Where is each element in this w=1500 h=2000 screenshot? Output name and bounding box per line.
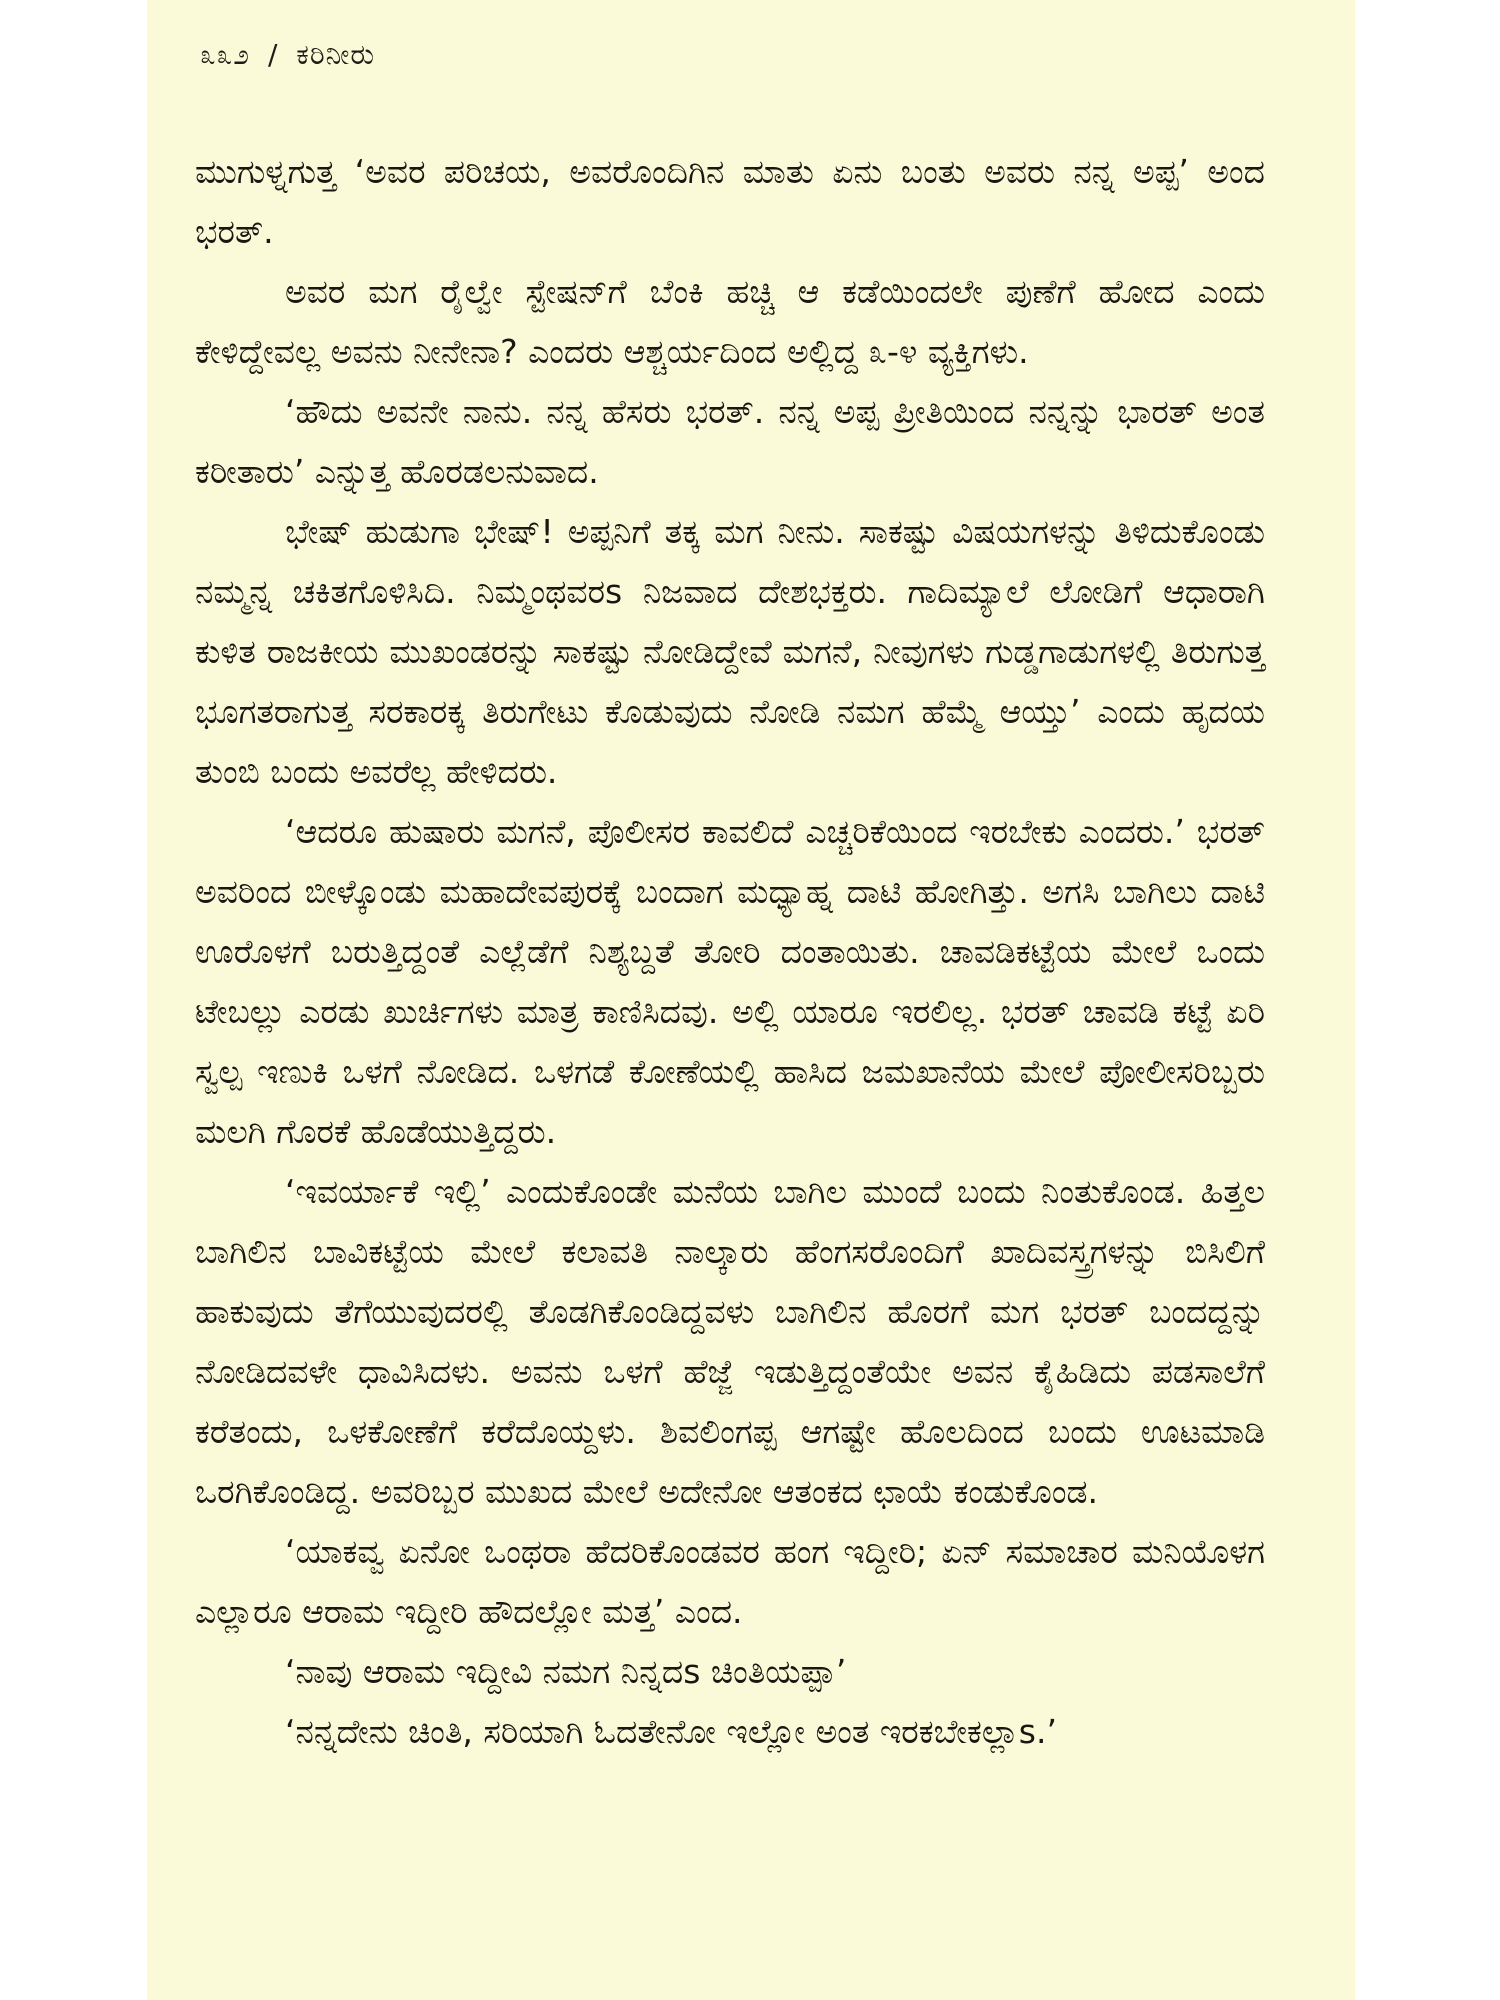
book-title: ಕರಿನೀರು <box>296 38 376 71</box>
paragraph-8: ‘ನಾವು ಆರಾಮ ಇದ್ದೀವಿ ನಮಗ ನಿನ್ನದs ಚಿಂತಿಯಪ್ಪಾ’ <box>285 1652 847 1691</box>
paragraph-6: ‘ಇವರ್ಯಾಕೆ ಇಲ್ಲಿ’ ಎಂದುಕೊಂಡೇ ಮನೆಯ ಬಾಗಿಲ ಮುಂದೆ ಬಂದು ನಿಂತುಕೊಂಡ. ಹಿತ್ತಲ ಬಾಗಿಲಿನ ಬಾವಿಕಟ್ಟೆಯ ಮೇಲೆ ಕಲಾವತಿ ನಾಲ್ಕಾರು ಹೆಂಗಸರೊಂದಿಗೆ ಖಾದಿವಸ್ತ್ರಗಳನ್ನು ಬಿಸಿಲಿಗೆ ಹಾಕುವುದು ತೆಗೆಯುವುದರಲ್ಲಿ ತೊಡಗಿಕೊಂಡಿದ್ದವಳು ಬಾಗಿಲಿನ ಹೊರಗೆ ಮಗ ಭರತ್ ಬಂದದ್ದನ್ನು ನೋಡಿದವಳೇ ಧಾವಿಸಿದಳು. ಅವನು ಒಳಗೆ ಹೆಜ್ಜೆ ಇಡುತ್ತಿದ್ದಂತೆಯೇ ಅವನ ಕೈಹಿಡಿದು ಪಡಸಾಲೆಗೆ ಕರೆತಂದು, ಒಳಕೋಣೆಗೆ ಕರೆದೊಯ್ದಳು. ಶಿವಲಿಂಗಪ್ಪ ಆಗಷ್ಟೇ ಹೊಲದಿಂದ ಬಂದು ಊಟಮಾಡಿ ಒರಗಿಕೊಂಡಿದ್ದ. ಅವರಿಬ್ಬರ ಮುಖದ ಮೇಲೆ ಅದೇನೋ ಆತಂಕದ ಛಾಯೆ ಕಂಡುಕೊಂಡ. <box>195 1172 1265 1511</box>
page-body <box>195 142 1265 1762</box>
book-page <box>147 0 1355 2000</box>
paragraph-5: ‘ಆದರೂ ಹುಷಾರು ಮಗನೆ, ಪೊಲೀಸರ ಕಾವಲಿದೆ ಎಚ್ಚರಿಕೆಯಿಂದ ಇರಬೇಕು ಎಂದರು.’ ಭರತ್ ಅವರಿಂದ ಬೀಳ್ಕೊಂಡು ಮಹಾದೇವಪುರಕ್ಕೆ ಬಂದಾಗ ಮಧ್ಯಾಹ್ನ ದಾಟಿ ಹೋಗಿತ್ತು. ಅಗಸಿ ಬಾಗಿಲು ದಾಟಿ ಊರೊಳಗೆ ಬರುತ್ತಿದ್ದಂತೆ ಎಲ್ಲೆಡೆಗೆ ನಿಶ್ಯಬ್ದತೆ ತೋರಿ ದಂತಾಯಿತು. ಚಾವಡಿಕಟ್ಟೆಯ ಮೇಲೆ ಒಂದು ಟೇಬಲ್ಲು ಎರಡು ಖುರ್ಚಿಗಳು ಮಾತ್ರ ಕಾಣಿಸಿದವು. ಅಲ್ಲಿ ಯಾರೂ ಇರಲಿಲ್ಲ. ಭರತ್ ಚಾವಡಿ ಕಟ್ಟೆ ಏರಿ ಸ್ವಲ್ಪ ಇಣುಕಿ ಒಳಗೆ ನೋಡಿದ. ಒಳಗಡೆ ಕೋಣೆಯಲ್ಲಿ ಹಾಸಿದ ಜಮಖಾನೆಯ ಮೇಲೆ ಪೋಲೀಸರಿಬ್ಬರು ಮಲಗಿ ಗೊರಕೆ ಹೊಡೆಯುತ್ತಿದ್ದರು. <box>195 812 1265 1151</box>
paragraph-3: ‘ಹೌದು ಅವನೇ ನಾನು. ನನ್ನ ಹೆಸರು ಭರತ್. ನನ್ನ ಅಪ್ಪ ಪ್ರೀತಿಯಿಂದ ನನ್ನನ್ನು ಭಾರತ್ ಅಂತ ಕರೀತಾರು’ ಎನ್ನುತ್ತ ಹೊರಡಲನುವಾದ. <box>195 392 1265 491</box>
paragraph-4: ಭೇಷ್ ಹುಡುಗಾ ಭೇಷ್! ಅಪ್ಪನಿಗೆ ತಕ್ಕ ಮಗ ನೀನು. ಸಾಕಷ್ಟು ವಿಷಯಗಳನ್ನು ತಿಳಿದುಕೊಂಡು ನಮ್ಮನ್ನ ಚಕಿತಗೊಳಿಸಿದಿ. ನಿಮ್ಮಂಥವರs ನಿಜವಾದ ದೇಶಭಕ್ತರು. ಗಾದಿಮ್ಯಾಲೆ ಲೋಡಿಗೆ ಆಧಾರಾಗಿ ಕುಳಿತ ರಾಜಕೀಯ ಮುಖಂಡರನ್ನು ಸಾಕಷ್ಟು ನೋಡಿದ್ದೇವೆ ಮಗನೆ, ನೀವುಗಳು ಗುಡ್ಡಗಾಡುಗಳಲ್ಲಿ ತಿರುಗುತ್ತ ಭೂಗತರಾಗುತ್ತ ಸರಕಾರಕ್ಕ ತಿರುಗೇಟು ಕೊಡುವುದು ನೋಡಿ ನಮಗ ಹೆಮ್ಮೆ ಆಯ್ತು’ ಎಂದು ಹೃದಯ ತುಂಬಿ ಬಂದು ಅವರೆಲ್ಲ ಹೇಳಿದರು. <box>195 512 1265 791</box>
page-number: ೩೩೨ <box>200 38 251 71</box>
paragraph-2: ಅವರ ಮಗ ರೈಲ್ವೇ ಸ್ಟೇಷನ್‌ಗೆ ಬೆಂಕಿ ಹಚ್ಚಿ ಆ ಕಡೆಯಿಂದಲೇ ಪುಣೆಗೆ ಹೋದ ಎಂದು ಕೇಳಿದ್ದೇವಲ್ಲ ಅವನು ನೀನೇನಾ? ಎಂದರು ಆಶ್ಚರ್ಯದಿಂದ ಅಲ್ಲಿದ್ದ ೩-೪ ವ್ಯಕ್ತಿಗಳು. <box>195 272 1265 371</box>
running-header <box>200 38 375 72</box>
paragraph-7: ‘ಯಾಕವ್ವ ಏನೋ ಒಂಥರಾ ಹೆದರಿಕೊಂಡವರ ಹಂಗ ಇದ್ದೀರಿ; ಏನ್ ಸಮಾಚಾರ ಮನಿಯೊಳಗ ಎಲ್ಲಾರೂ ಆರಾಮ ಇದ್ದೀರಿ ಹೌದಲ್ಲೋ ಮತ್ತ’ ಎಂದ. <box>195 1532 1265 1631</box>
paragraph-1: ಮುಗುಳ್ನಗುತ್ತ ‘ಅವರ ಪರಿಚಯ, ಅವರೊಂದಿಗಿನ ಮಾತು ಏನು ಬಂತು ಅವರು ನನ್ನ ಅಪ್ಪ’ ಅಂದ ಭರತ್. <box>195 152 1265 251</box>
header-separator: / <box>267 38 279 71</box>
paragraph-9: ‘ನನ್ನದೇನು ಚಿಂತಿ, ಸರಿಯಾಗಿ ಓದತೇನೋ ಇಲ್ಲೋ ಅಂತ ಇರಕಬೇಕಲ್ಲಾs.’ <box>285 1712 1057 1751</box>
